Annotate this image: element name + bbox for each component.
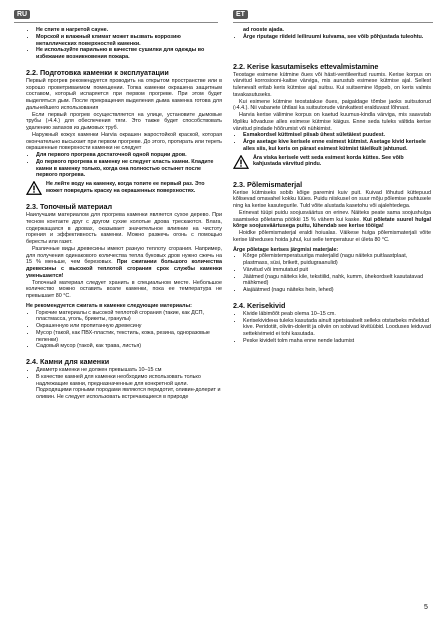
paragraph: Наружный кожух каменки Harvia окрашен жаростойкой краской, которая окончательно высыхает при первом прогреве. До этого, протирать или тереть окрашенные поверхности каменки не следует — [26, 131, 222, 152]
list-item: • Горючие материалы с высокой теплотой сгорания (такие, как ДСП, пластмасса, уголь, брикеты, гранулы) — [36, 310, 222, 324]
list-item: • Для первого прогрева достаточной одной порции дров. — [36, 152, 222, 159]
list-item: • Диаметр каменки не должен превышать 10–15 см — [36, 367, 222, 374]
ru-s22-bullets — [26, 152, 222, 179]
section-title-2-3: 2.3. Põlemismaterjal — [233, 179, 303, 189]
column-et — [233, 27, 431, 345]
list-heading: Не рекомендуется сжигать в каменке следующие материалы: — [26, 302, 192, 309]
list-item: • До первого прогрева в каменку не следует класть камни. Кладите камни в каменку только, когда она полностью остынет после первого прогрева. — [36, 159, 222, 179]
list-item: • Kivide läbimõõt peab olema 10–15 cm. — [243, 311, 431, 318]
paragraph: Наилучшим материалом для прогрева каменки является сухое дерево. При тесном контакте друг с другом сухие колотые дрова трескаются. Влага, содержащаяся в дровах, оказывает значительное влияние на чистоту горения и эффективность каменки. Можно разжечь огонь с помощью бересты или газет. — [26, 212, 222, 245]
list-item: • Peske kividelt tolm maha enne nende ladumist — [243, 338, 431, 345]
language-label-et: ET — [233, 10, 248, 19]
section-title-2-3: 2.3. Топочный материал — [26, 202, 113, 211]
ru-top-bullets — [26, 27, 222, 61]
list-item: • Морской и влажный климат может вызвать коррозию металлических поверхностей каменки. — [36, 34, 222, 48]
list-heading: Ärge põletage kerises järgmisi materjale: — [233, 246, 339, 253]
ru-s24-bullets — [26, 367, 222, 401]
column-ru — [26, 27, 222, 401]
list-item: • Kõrge põlemistemperatuuriga materjalid (nagu näiteks puitlaastplaat, plastmass, süsi, brikett, puidugraanulid) — [243, 253, 431, 267]
et-not-list — [233, 253, 431, 294]
paragraph: Harvia kerise välimine korpus on kaetud kuumus-kindla värviga, mis saavutab lõpliku kõvaduse alles esimese kütmise käigus. Enne seda tuleks vältida kerise värvitud pindade hõõrumist või nühkimist. — [233, 112, 431, 132]
warning-block — [26, 181, 222, 195]
paragraph: Если первый прогрев осуществляется на улице, установите дымовые трубы (›4.4.) для обеспечения тяги. Это также будет способствовать удалению запахов из дымовых труб. — [26, 111, 222, 131]
section-title-2-2: 2.2. Kerise kasutamiseks ettevalmistamine — [233, 61, 379, 71]
list-item: • Садовый мусор (такой, как трава, листья) — [36, 343, 222, 350]
warning-block — [233, 155, 431, 169]
list-item: • Не спите в нагретой сауне. — [36, 27, 222, 34]
paragraph: Kerise kütmiseks sobib kõige paremini kuiv puit. Kuivad lõhutud küttepuud kõlisevad omavahel kokku lüües. Puidu niiskusel on suur mõju põlemise puhtusele ning ka kerise kasutegurile. Tuld võite alustada kasetohu või ajalehtedega. — [233, 189, 431, 209]
list-item: • Ärge riputage riideid leiliruumi kuivama, see võib põhjustada tuleohtu. — [243, 34, 431, 41]
header-divider-left — [14, 22, 218, 23]
list-item: • Не используйте парильню в качестве сушилки для одежды во избежание возникновения пожара. — [36, 47, 222, 61]
list-item: • Jäätmed (nagu näiteks kile, tekstiilid, nahk, kumm, ühekordselt kasutatavad mähkmed) — [243, 274, 431, 288]
list-item: • Мусор (такой, как ПВХ-пластик, текстиль, кожа, резина, одноразовые пеленки) — [36, 330, 222, 344]
paragraph: Топочный материал следует хранить в специальном месте. Небольшое количество можно оставить возле каменки, пока ее температура не превышает 80 °С. — [26, 279, 222, 299]
page-number: 5 — [424, 604, 428, 611]
list-item: • Aiajäätmed (nagu näiteks hein, lehed) — [243, 287, 431, 294]
language-label-ru: RU — [14, 10, 30, 19]
section-title-2-2: 2.2. Подготовка каменки к эксплуатации — [26, 67, 169, 77]
warning-text: Не лейте воду на каменку, когда топите ее первый раз. Это может повредить краску на окрашенных поверхностях. — [46, 181, 205, 194]
list-item: • Esmakordsel küttmisel piisab ühest sületäiest puudest. — [243, 132, 431, 139]
list-item: • Ärge asetage kive kerisele enne esimest kütmist. Asetage kivid kerisele alles siis, kui keris on pärast esimest kütmist täielikult jahtunud. — [243, 139, 431, 153]
header-divider-right — [233, 22, 433, 23]
list-item: • Kerisekivideна tuleks kasutada ainult spetsiaalselt sellеks otstarbeks mõeldud kive. Peridotiit, oliviin-doleriit ja oliviin on sobivad kivitüübid. Looduses leiduvad settekivimeid ei tohi kasutada. — [243, 318, 431, 338]
list-item: • Värvitud või immutatud puit — [243, 267, 431, 274]
et-top-bullets — [233, 27, 431, 34]
paragraph — [26, 246, 222, 280]
text: Различные виды древесины имеют разную теплоту сгорания. Например, для получения одинакового количества тепла буковых дров нужно сжечь на 15 % меньше, чем березовых. — [26, 245, 222, 266]
warning-text: Ära viska kerisele vett seda esimest korda küttes. See võib kahjustada värvitud pindu. — [253, 154, 404, 168]
list-item: ad rooste ajada. — [243, 27, 285, 33]
paragraph: Kui esimene kütmine teostatakse õues, paigaldage tõmbe jaoks suitsutorud (›4.4.). Nii vabanete ühtlasi ka suitsutorude värvkattest eralduvast lõhnast. — [233, 98, 431, 112]
bold-text: При сжигании большого количества древесины с высокой теплотой сгорания срок службы каменки уменьшается! — [26, 259, 222, 279]
text: Erinevat tüüpi puidu soojusväärtus on erinev. Näiteks peate sama soojushulga saamiseks põletama pöökki 15 % vähem kui kaske. — [233, 209, 431, 223]
ru-not-list — [26, 310, 222, 351]
list-item: • В качестве камней для каменки необходимо использовать только надлежащие камни, предназначенные для конкретной цели. Подходящими горными породами являются перидотит, оливин-долерит и оливин. Не следует использовать встречающиеся в природе — [36, 374, 222, 401]
et-s24-bullets — [233, 311, 431, 345]
et-top-bullets-2 — [233, 34, 431, 41]
paragraph — [233, 210, 431, 230]
et-s22-bullets — [233, 132, 431, 152]
bold-text: Kui põletate suurel hulgal kõrge soojusväärtusega puitu, lühendab see kerise tööiga! — [233, 216, 431, 230]
section-title-2-4: 2.4. Камни для каменки — [26, 357, 110, 366]
list-item: • Окрашенную или пропитанную древесину — [36, 323, 222, 330]
paragraph: Hoidke põlemismaterjal eraldi hoiualas. Väikese hulga põlemismaterjali võite kerise läheduses hoida juhul, kui selle temperatuur ei ületa 80 °C. — [233, 230, 431, 243]
warning-icon — [233, 155, 249, 169]
warning-icon — [26, 181, 42, 195]
paragraph: Первый прогрев рекомендуется проводить на открытом пространстве или в хорошо проветриваемом помещении. Топка каменки окрашена защитным составом, который испаряется при первом прогреве. При этом будет выделяться дым. После прекращения выделения дыма каменка готова для дальнейшего использования — [26, 77, 222, 111]
paragraph: Teostage esimene kütmine õues või hästi-ventileeritud ruumis. Kerise korpus on värvitud korrosiooni-kaitse värviga, mis aurustub esimese kütmise ajal. Sellest tulenevalt eritab keris kütmise ajal suitsu. Kui suitsemine lõppeb, on keris valmis tavakasutuseks. — [233, 71, 431, 98]
section-title-2-4: 2.4. Kerisekivid — [233, 300, 286, 310]
